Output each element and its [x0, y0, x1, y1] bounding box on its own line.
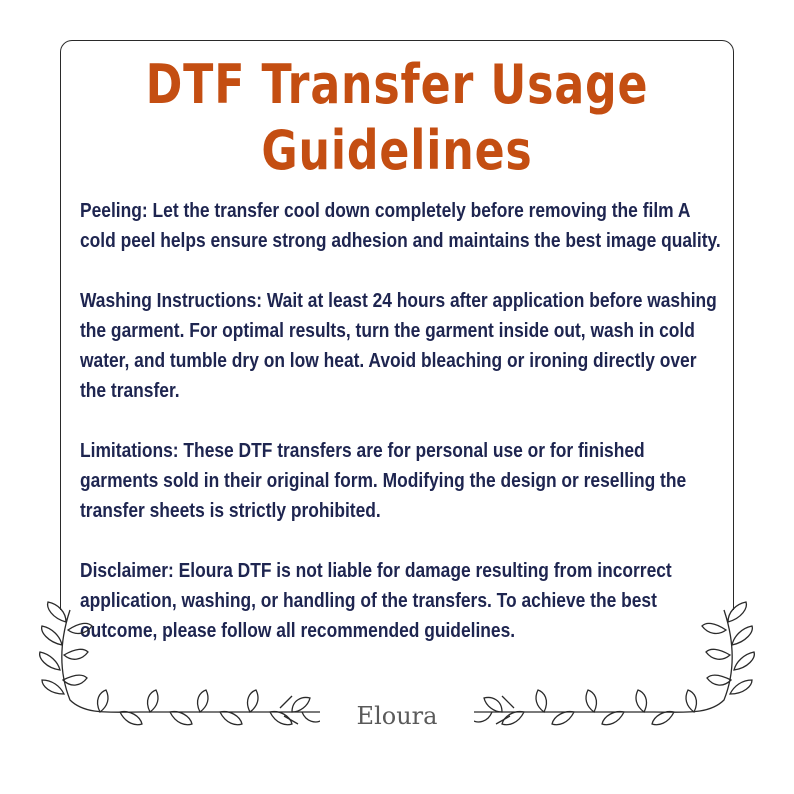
laurel-vine-icon: [464, 600, 764, 740]
brand-name: Eloura: [320, 701, 474, 731]
title-line-2: Guidelines: [261, 119, 533, 182]
page-title: [121, 52, 674, 184]
section-peeling: Peeling: Let the transfer cool down completely before removing the film A cold peel helps ensure strong adhesion and maintains the best image quality.: [80, 200, 721, 252]
laurel-vine-icon: [30, 600, 330, 740]
section-washing: Washing Instructions: Wait at least 24 hours after application before washing the garment. For optimal results, turn the garment inside out, wash in cold water, and tumble dry on low heat. Avoid bleaching or ironing directly over the transfer.: [80, 290, 717, 402]
title-line-1: DTF Transfer Usage: [145, 53, 649, 116]
section-limitations: Limitations: These DTF transfers are for personal use or for finished garments sold in their original form. Modifying the design or reselling the transfer sheets is strictly prohibited.: [80, 440, 687, 522]
section-disclaimer: Disclaimer: Eloura DTF is not liable for damage resulting from incorrect application, washing, or handling of the transfers. To achieve the best outcome, please follow all recommended guidelines.: [80, 560, 672, 642]
